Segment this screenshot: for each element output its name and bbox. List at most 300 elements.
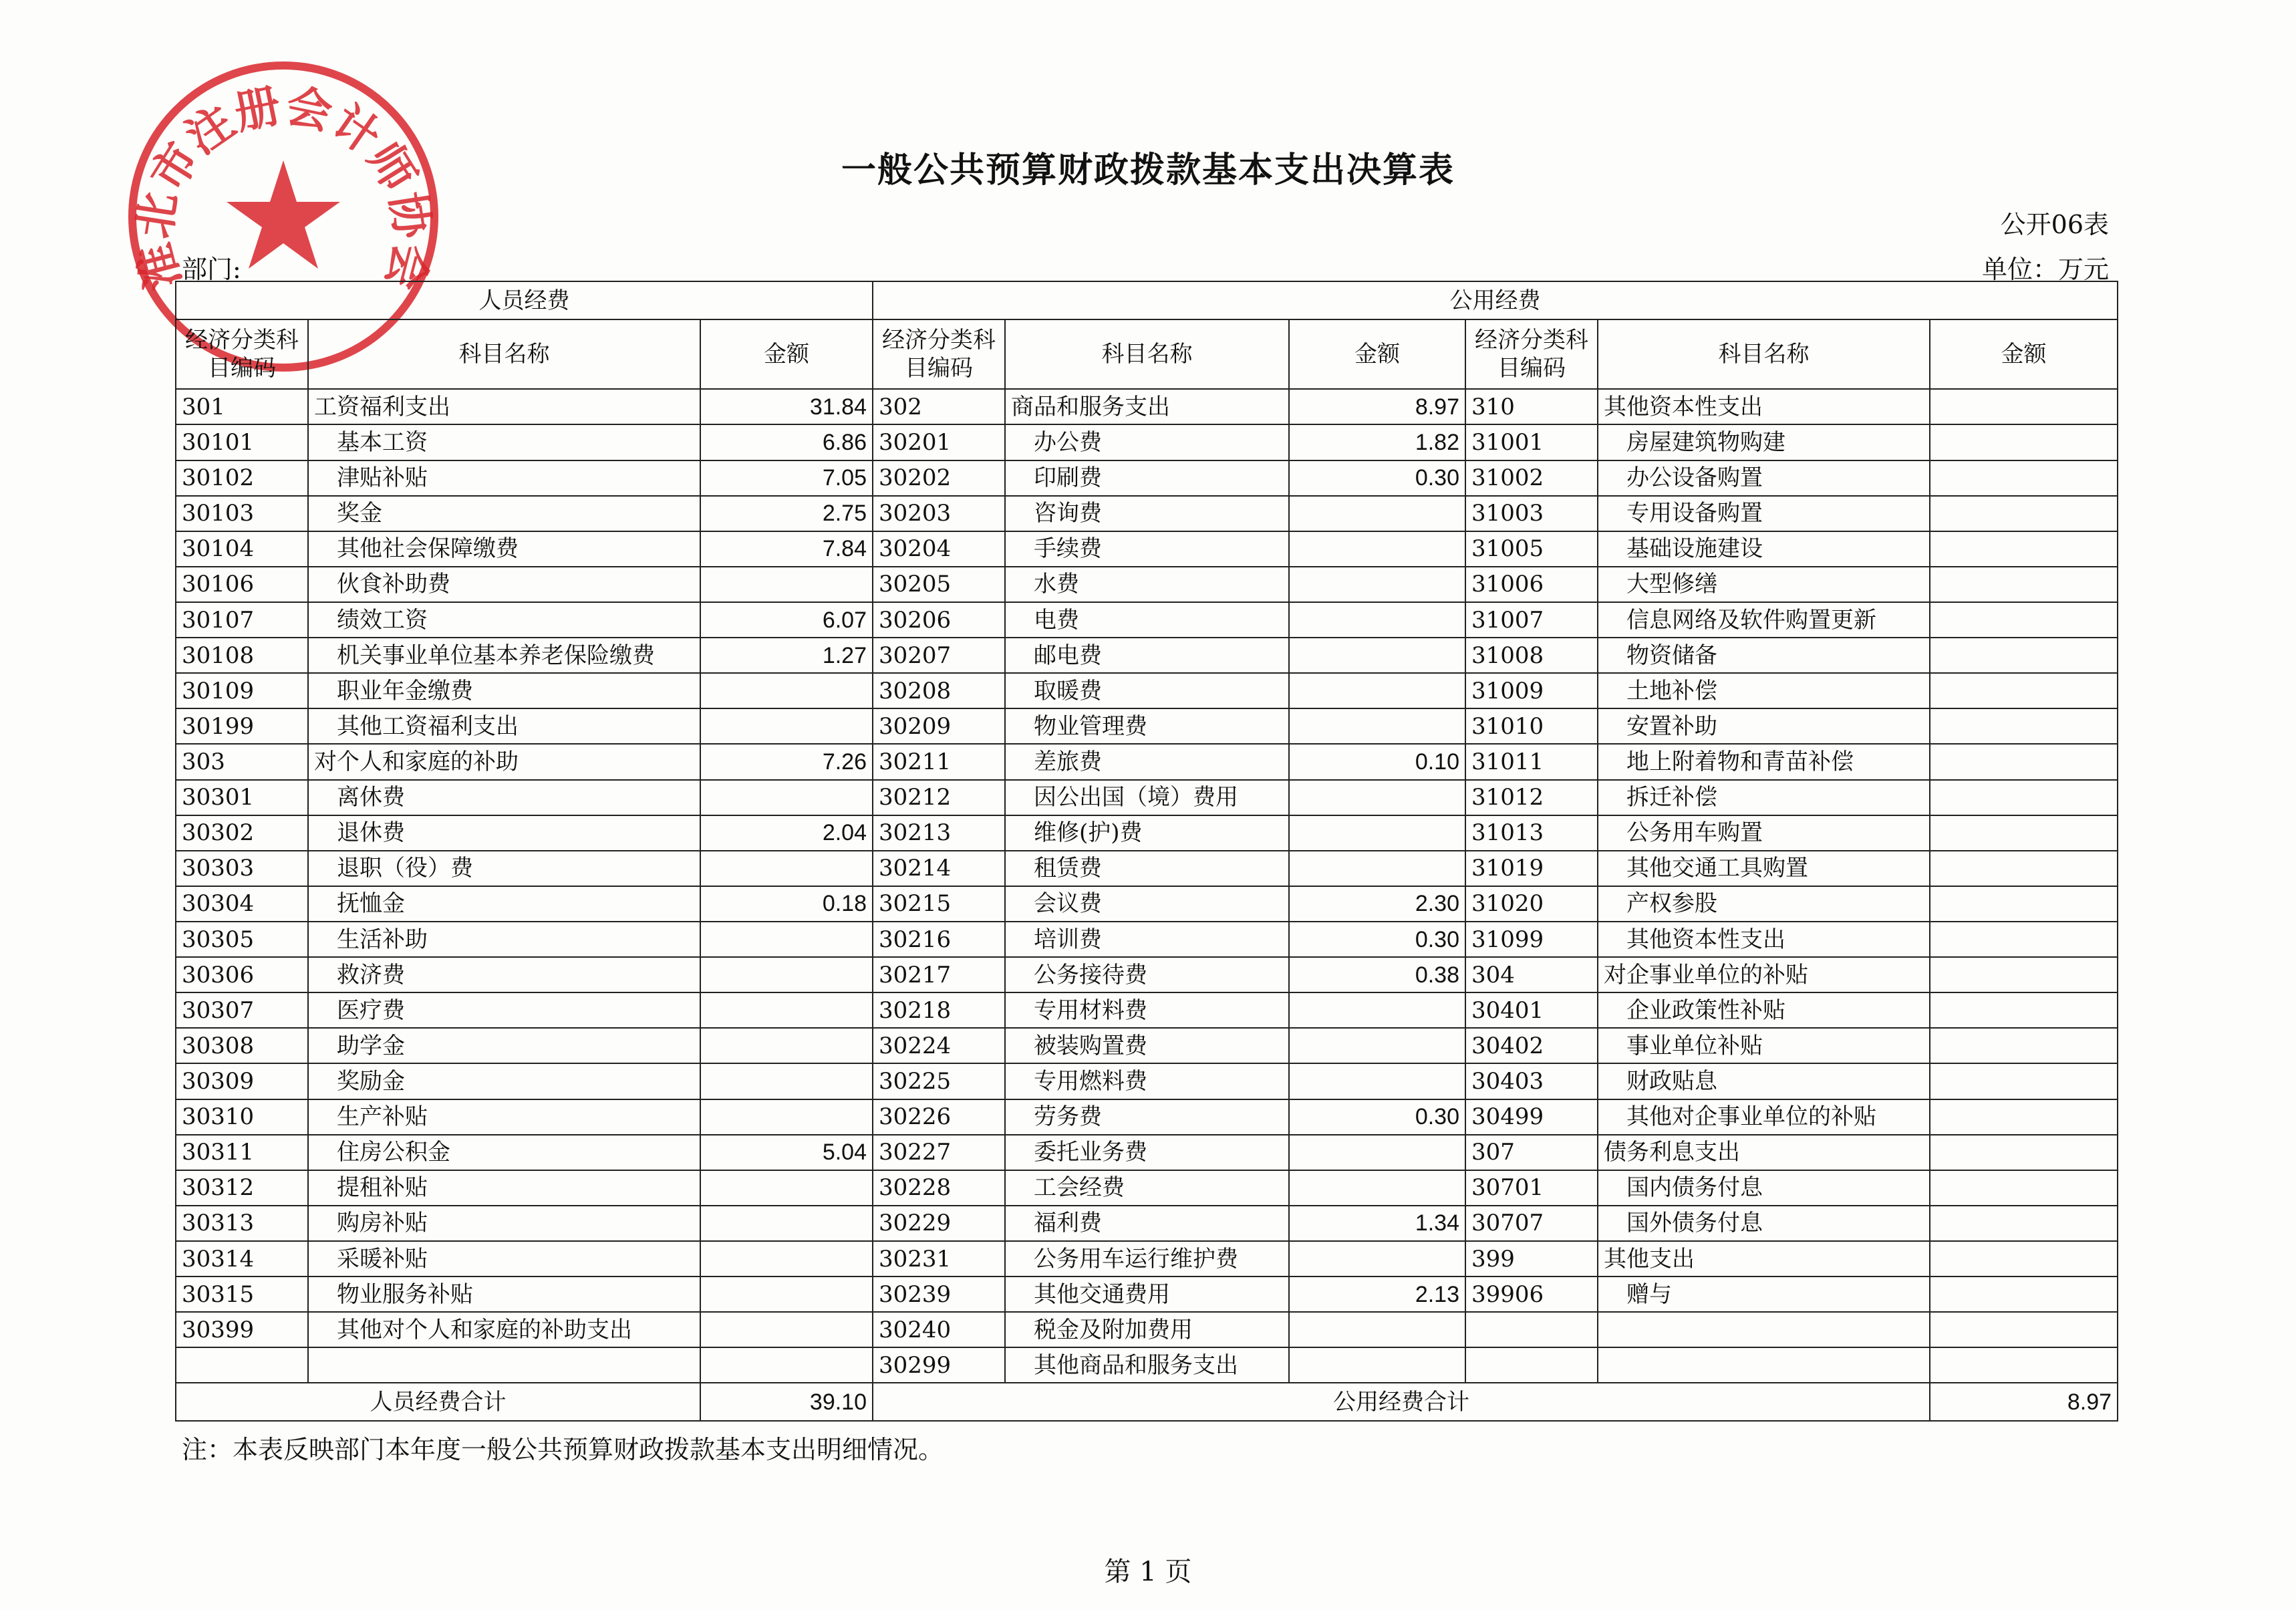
code-cell: 30304: [176, 886, 308, 922]
amount-cell: [1930, 531, 2118, 567]
name-cell: 赠与: [1598, 1277, 1930, 1312]
table-row: [176, 673, 2118, 708]
code-cell: 30207: [873, 638, 1005, 673]
code-cell: 30212: [873, 780, 1005, 815]
code-cell: 30227: [873, 1135, 1005, 1170]
name-cell: 其他工资福利支出: [308, 708, 700, 744]
name-cell: 对个人和家庭的补助: [308, 744, 700, 779]
table-row: [176, 922, 2118, 957]
code-cell: 31007: [1465, 602, 1598, 638]
name-cell: [1598, 1312, 1930, 1347]
amount-cell: [1930, 992, 2118, 1028]
code-cell: 30103: [176, 496, 308, 531]
name-cell: 拆迁补偿: [1598, 780, 1930, 815]
table-row: [176, 602, 2118, 638]
name-cell: 津贴补贴: [308, 460, 700, 496]
code-cell: 31003: [1465, 496, 1598, 531]
name-cell: 住房公积金: [308, 1135, 700, 1170]
table-row: [176, 886, 2118, 922]
name-cell: 维修(护)费: [1005, 815, 1289, 851]
table-row: [176, 815, 2118, 851]
code-cell: 30201: [873, 424, 1005, 460]
amount-cell: [700, 957, 873, 992]
amount-cell: [1289, 1241, 1465, 1277]
table-row: [176, 531, 2118, 567]
department-label: 部门:: [182, 255, 241, 284]
amount-cell: [1930, 708, 2118, 744]
name-cell: 物资储备: [1598, 638, 1930, 673]
amount-cell: [1930, 1206, 2118, 1241]
code-cell: 31002: [1465, 460, 1598, 496]
name-cell: 其他交通费用: [1005, 1277, 1289, 1312]
amount-cell: [700, 780, 873, 815]
name-cell: 大型修缮: [1598, 567, 1930, 602]
code-cell: 30102: [176, 460, 308, 496]
name-cell: 奖励金: [308, 1063, 700, 1099]
name-cell: 购房补贴: [308, 1206, 700, 1241]
table-row: [176, 957, 2118, 992]
code-cell: 30217: [873, 957, 1005, 992]
amount-cell: [700, 1241, 873, 1277]
table-row: [176, 1028, 2118, 1063]
code-cell: 30306: [176, 957, 308, 992]
amount-cell: [1289, 673, 1465, 708]
name-cell: 国外债务付息: [1598, 1206, 1930, 1241]
amount-cell: 8.97: [1289, 389, 1465, 424]
code-cell: 303: [176, 744, 308, 779]
code-cell: 30301: [176, 780, 308, 815]
code-cell: 30218: [873, 992, 1005, 1028]
code-cell: 30303: [176, 851, 308, 886]
amount-cell: [1289, 815, 1465, 851]
name-cell: 职业年金缴费: [308, 673, 700, 708]
name-cell: 培训费: [1005, 922, 1289, 957]
code-cell: 399: [1465, 1241, 1598, 1277]
name-cell: 电费: [1005, 602, 1289, 638]
name-cell: 被装购置费: [1005, 1028, 1289, 1063]
code-cell: 39906: [1465, 1277, 1598, 1312]
code-cell: 30311: [176, 1135, 308, 1170]
name-cell: 福利费: [1005, 1206, 1289, 1241]
amount-cell: [1289, 851, 1465, 886]
code-cell: 30215: [873, 886, 1005, 922]
code-cell: 301: [176, 389, 308, 424]
amount-cell: [1930, 957, 2118, 992]
amount-cell: [700, 708, 873, 744]
name-cell: 商品和服务支出: [1005, 389, 1289, 424]
amount-cell: [1930, 1170, 2118, 1206]
code-cell: 31008: [1465, 638, 1598, 673]
amount-cell: 2.13: [1289, 1277, 1465, 1312]
public-total-label: 公用经费合计: [873, 1383, 1930, 1421]
code-cell: 30216: [873, 922, 1005, 957]
amount-cell: 7.05: [700, 460, 873, 496]
code-cell: 30403: [1465, 1063, 1598, 1099]
code-cell: 30225: [873, 1063, 1005, 1099]
amount-cell: [1289, 1170, 1465, 1206]
code-cell: 30208: [873, 673, 1005, 708]
code-cell: 30104: [176, 531, 308, 567]
code-cell: 30206: [873, 602, 1005, 638]
code-cell: 30707: [1465, 1206, 1598, 1241]
amount-cell: 6.86: [700, 424, 873, 460]
table-row: [176, 708, 2118, 744]
amount-cell: 2.04: [700, 815, 873, 851]
amount-cell: 31.84: [700, 389, 873, 424]
code-cell: 30106: [176, 567, 308, 602]
name-cell: 其他交通工具购置: [1598, 851, 1930, 886]
name-cell: 地上附着物和青苗补偿: [1598, 744, 1930, 779]
col-header-code: 经济分类科目编码: [176, 319, 308, 389]
col-header-code: 经济分类科目编码: [873, 319, 1005, 389]
amount-cell: 0.30: [1289, 1099, 1465, 1135]
table-row: [176, 992, 2118, 1028]
code-cell: 30314: [176, 1241, 308, 1277]
amount-cell: [1930, 851, 2118, 886]
code-cell: 30101: [176, 424, 308, 460]
amount-cell: 0.10: [1289, 744, 1465, 779]
name-cell: 公务接待费: [1005, 957, 1289, 992]
amount-cell: 2.30: [1289, 886, 1465, 922]
amount-cell: [1930, 460, 2118, 496]
name-cell: 专用设备购置: [1598, 496, 1930, 531]
table-row: [176, 1170, 2118, 1206]
name-cell: 其他对个人和家庭的补助支出: [308, 1312, 700, 1347]
table-row: [176, 851, 2118, 886]
code-cell: 31001: [1465, 424, 1598, 460]
amount-cell: 1.82: [1289, 424, 1465, 460]
amount-cell: [1930, 1241, 2118, 1277]
amount-cell: 1.34: [1289, 1206, 1465, 1241]
amount-cell: [1930, 567, 2118, 602]
name-cell: 公务用车购置: [1598, 815, 1930, 851]
col-header-amount: 金额: [1289, 319, 1465, 389]
amount-cell: [1289, 496, 1465, 531]
table-row: [176, 1241, 2118, 1277]
name-cell: 物业管理费: [1005, 708, 1289, 744]
page-number: 第 1 页: [1104, 1557, 1192, 1587]
amount-cell: [1289, 1347, 1465, 1383]
name-cell: 奖金: [308, 496, 700, 531]
name-cell: 邮电费: [1005, 638, 1289, 673]
code-cell: [1465, 1347, 1598, 1383]
table-row: [176, 1135, 2118, 1170]
amount-cell: 6.07: [700, 602, 873, 638]
name-cell: 办公费: [1005, 424, 1289, 460]
table-row: [176, 1099, 2118, 1135]
name-cell: 基本工资: [308, 424, 700, 460]
amount-cell: [1289, 992, 1465, 1028]
name-cell: 土地补偿: [1598, 673, 1930, 708]
amount-cell: [1930, 1099, 2118, 1135]
code-cell: 31009: [1465, 673, 1598, 708]
code-cell: 310: [1465, 389, 1598, 424]
name-cell: 房屋建筑物购建: [1598, 424, 1930, 460]
amount-cell: [1289, 780, 1465, 815]
code-cell: 30402: [1465, 1028, 1598, 1063]
amount-cell: 0.30: [1289, 460, 1465, 496]
code-cell: 31012: [1465, 780, 1598, 815]
amount-cell: [1930, 496, 2118, 531]
amount-cell: 7.26: [700, 744, 873, 779]
code-cell: 30224: [873, 1028, 1005, 1063]
amount-cell: [700, 1170, 873, 1206]
name-cell: 提租补贴: [308, 1170, 700, 1206]
table-row: [176, 638, 2118, 673]
code-cell: 30229: [873, 1206, 1005, 1241]
amount-cell: [1289, 567, 1465, 602]
footnote: 注：本表反映部门本年度一般公共预算财政拨款基本支出明细情况。: [182, 1435, 944, 1464]
amount-cell: [1289, 602, 1465, 638]
amount-cell: [1289, 1135, 1465, 1170]
name-cell: 劳务费: [1005, 1099, 1289, 1135]
table-row: [176, 1277, 2118, 1312]
amount-cell: [700, 1347, 873, 1383]
amount-cell: 2.75: [700, 496, 873, 531]
name-cell: 其他社会保障缴费: [308, 531, 700, 567]
amount-cell: [1289, 708, 1465, 744]
amount-cell: [1289, 531, 1465, 567]
name-cell: 公务用车运行维护费: [1005, 1241, 1289, 1277]
name-cell: 离休费: [308, 780, 700, 815]
amount-cell: [1930, 673, 2118, 708]
code-cell: 30204: [873, 531, 1005, 567]
table-row: [176, 567, 2118, 602]
name-cell: 税金及附加费用: [1005, 1312, 1289, 1347]
name-cell: 其他支出: [1598, 1241, 1930, 1277]
name-cell: 租赁费: [1005, 851, 1289, 886]
amount-cell: 7.84: [700, 531, 873, 567]
name-cell: 安置补助: [1598, 708, 1930, 744]
code-cell: 30305: [176, 922, 308, 957]
amount-cell: [700, 1099, 873, 1135]
amount-cell: [1930, 744, 2118, 779]
name-cell: 会议费: [1005, 886, 1289, 922]
public-section-header: 公用经费: [873, 281, 2118, 319]
name-cell: 其他商品和服务支出: [1005, 1347, 1289, 1383]
code-cell: 30401: [1465, 992, 1598, 1028]
code-cell: 30310: [176, 1099, 308, 1135]
table-row: [176, 424, 2118, 460]
code-cell: 30213: [873, 815, 1005, 851]
page-title: 一般公共预算财政拨款基本支出决算表: [841, 150, 1455, 190]
name-cell: 印刷费: [1005, 460, 1289, 496]
code-cell: 307: [1465, 1135, 1598, 1170]
code-cell: 30205: [873, 567, 1005, 602]
amount-cell: [1930, 1135, 2118, 1170]
name-cell: 伙食补助费: [308, 567, 700, 602]
amount-cell: [1930, 1312, 2118, 1347]
name-cell: 工会经费: [1005, 1170, 1289, 1206]
amount-cell: [700, 851, 873, 886]
name-cell: 办公设备购置: [1598, 460, 1930, 496]
code-cell: 30202: [873, 460, 1005, 496]
name-cell: 基础设施建设: [1598, 531, 1930, 567]
code-cell: 31006: [1465, 567, 1598, 602]
table-row: [176, 496, 2118, 531]
personnel-total-amount: 39.10: [700, 1383, 873, 1421]
table-row: [176, 1206, 2118, 1241]
amount-cell: [1930, 424, 2118, 460]
amount-cell: [1289, 638, 1465, 673]
form-number: 公开06表: [2000, 210, 2109, 239]
name-cell: 债务利息支出: [1598, 1135, 1930, 1170]
code-cell: 30203: [873, 496, 1005, 531]
code-cell: 30108: [176, 638, 308, 673]
amount-cell: 0.30: [1289, 922, 1465, 957]
table-row: [176, 744, 2118, 779]
code-cell: 30107: [176, 602, 308, 638]
name-cell: 对企事业单位的补贴: [1598, 957, 1930, 992]
name-cell: 水费: [1005, 567, 1289, 602]
code-cell: 30299: [873, 1347, 1005, 1383]
amount-cell: [1930, 602, 2118, 638]
amount-cell: [1289, 1312, 1465, 1347]
name-cell: 其他资本性支出: [1598, 389, 1930, 424]
name-cell: 专用燃料费: [1005, 1063, 1289, 1099]
code-cell: 30239: [873, 1277, 1005, 1312]
code-cell: 30231: [873, 1241, 1005, 1277]
col-header-amount: 金额: [1930, 319, 2118, 389]
code-cell: 30211: [873, 744, 1005, 779]
name-cell: 生产补贴: [308, 1099, 700, 1135]
name-cell: [1598, 1347, 1930, 1383]
amount-cell: [1930, 780, 2118, 815]
amount-cell: [1930, 922, 2118, 957]
name-cell: 咨询费: [1005, 496, 1289, 531]
table-row: [176, 460, 2118, 496]
code-cell: 30214: [873, 851, 1005, 886]
table-row: [176, 389, 2118, 424]
name-cell: 委托业务费: [1005, 1135, 1289, 1170]
name-cell: 财政贴息: [1598, 1063, 1930, 1099]
amount-cell: [700, 1028, 873, 1063]
name-cell: 采暖补贴: [308, 1241, 700, 1277]
code-cell: 30399: [176, 1312, 308, 1347]
amount-cell: [1930, 638, 2118, 673]
code-cell: 30240: [873, 1312, 1005, 1347]
name-cell: 其他资本性支出: [1598, 922, 1930, 957]
amount-cell: [700, 673, 873, 708]
amount-cell: 1.27: [700, 638, 873, 673]
code-cell: 31020: [1465, 886, 1598, 922]
amount-cell: [1930, 1063, 2118, 1099]
code-cell: 31099: [1465, 922, 1598, 957]
name-cell: 生活补助: [308, 922, 700, 957]
code-cell: 30315: [176, 1277, 308, 1312]
name-cell: 事业单位补贴: [1598, 1028, 1930, 1063]
amount-cell: [1930, 815, 2118, 851]
name-cell: 退职（役）费: [308, 851, 700, 886]
col-header-name: 科目名称: [1005, 319, 1289, 389]
code-cell: 31019: [1465, 851, 1598, 886]
code-cell: 30199: [176, 708, 308, 744]
col-header-amount: 金额: [700, 319, 873, 389]
name-cell: 国内债务付息: [1598, 1170, 1930, 1206]
amount-cell: [1289, 1063, 1465, 1099]
code-cell: 30313: [176, 1206, 308, 1241]
amount-cell: [700, 922, 873, 957]
seal-text: 淮北市注册会计师协会: [127, 79, 440, 295]
code-cell: 304: [1465, 957, 1598, 992]
name-cell: 手续费: [1005, 531, 1289, 567]
code-cell: [176, 1347, 308, 1383]
amount-cell: [700, 1206, 873, 1241]
name-cell: 工资福利支出: [308, 389, 700, 424]
name-cell: 其他对企事业单位的补贴: [1598, 1099, 1930, 1135]
code-cell: [1465, 1312, 1598, 1347]
amount-cell: [700, 992, 873, 1028]
code-cell: 31011: [1465, 744, 1598, 779]
col-header-name: 科目名称: [308, 319, 700, 389]
amount-cell: [700, 1063, 873, 1099]
amount-cell: 5.04: [700, 1135, 873, 1170]
name-cell: 物业服务补贴: [308, 1277, 700, 1312]
amount-cell: [700, 567, 873, 602]
code-cell: 30701: [1465, 1170, 1598, 1206]
name-cell: 医疗费: [308, 992, 700, 1028]
code-cell: 30312: [176, 1170, 308, 1206]
code-cell: 31013: [1465, 815, 1598, 851]
name-cell: 差旅费: [1005, 744, 1289, 779]
code-cell: 30228: [873, 1170, 1005, 1206]
code-cell: 31005: [1465, 531, 1598, 567]
code-cell: 31010: [1465, 708, 1598, 744]
amount-cell: [1289, 1028, 1465, 1063]
name-cell: 退休费: [308, 815, 700, 851]
personnel-section-header: 人员经费: [176, 281, 873, 319]
name-cell: 产权参股: [1598, 886, 1930, 922]
col-header-code: 经济分类科目编码: [1465, 319, 1598, 389]
code-cell: 302: [873, 389, 1005, 424]
amount-cell: [700, 1312, 873, 1347]
table-row: [176, 1312, 2118, 1347]
unit-label: 单位：万元: [1981, 255, 2109, 284]
code-cell: 30226: [873, 1099, 1005, 1135]
code-cell: 30209: [873, 708, 1005, 744]
personnel-total-label: 人员经费合计: [176, 1383, 700, 1421]
amount-cell: [1930, 389, 2118, 424]
code-cell: 30307: [176, 992, 308, 1028]
col-header-name: 科目名称: [1598, 319, 1930, 389]
code-cell: 30109: [176, 673, 308, 708]
name-cell: 取暖费: [1005, 673, 1289, 708]
code-cell: 30308: [176, 1028, 308, 1063]
name-cell: 抚恤金: [308, 886, 700, 922]
amount-cell: [1930, 1347, 2118, 1383]
amount-cell: [1930, 886, 2118, 922]
name-cell: 助学金: [308, 1028, 700, 1063]
amount-cell: [700, 1277, 873, 1312]
public-total-amount: 8.97: [1930, 1383, 2118, 1421]
code-cell: 30302: [176, 815, 308, 851]
expenditure-table: [175, 281, 2118, 1422]
totals-row: [176, 1383, 2118, 1421]
table-row: [176, 1347, 2118, 1383]
amount-cell: 0.18: [700, 886, 873, 922]
code-cell: 30499: [1465, 1099, 1598, 1135]
code-cell: 30309: [176, 1063, 308, 1099]
table-row: [176, 1063, 2118, 1099]
table-row: [176, 780, 2118, 815]
name-cell: 企业政策性补贴: [1598, 992, 1930, 1028]
name-cell: 信息网络及软件购置更新: [1598, 602, 1930, 638]
name-cell: 救济费: [308, 957, 700, 992]
name-cell: 专用材料费: [1005, 992, 1289, 1028]
name-cell: 机关事业单位基本养老保险缴费: [308, 638, 700, 673]
amount-cell: [1930, 1028, 2118, 1063]
amount-cell: 0.38: [1289, 957, 1465, 992]
